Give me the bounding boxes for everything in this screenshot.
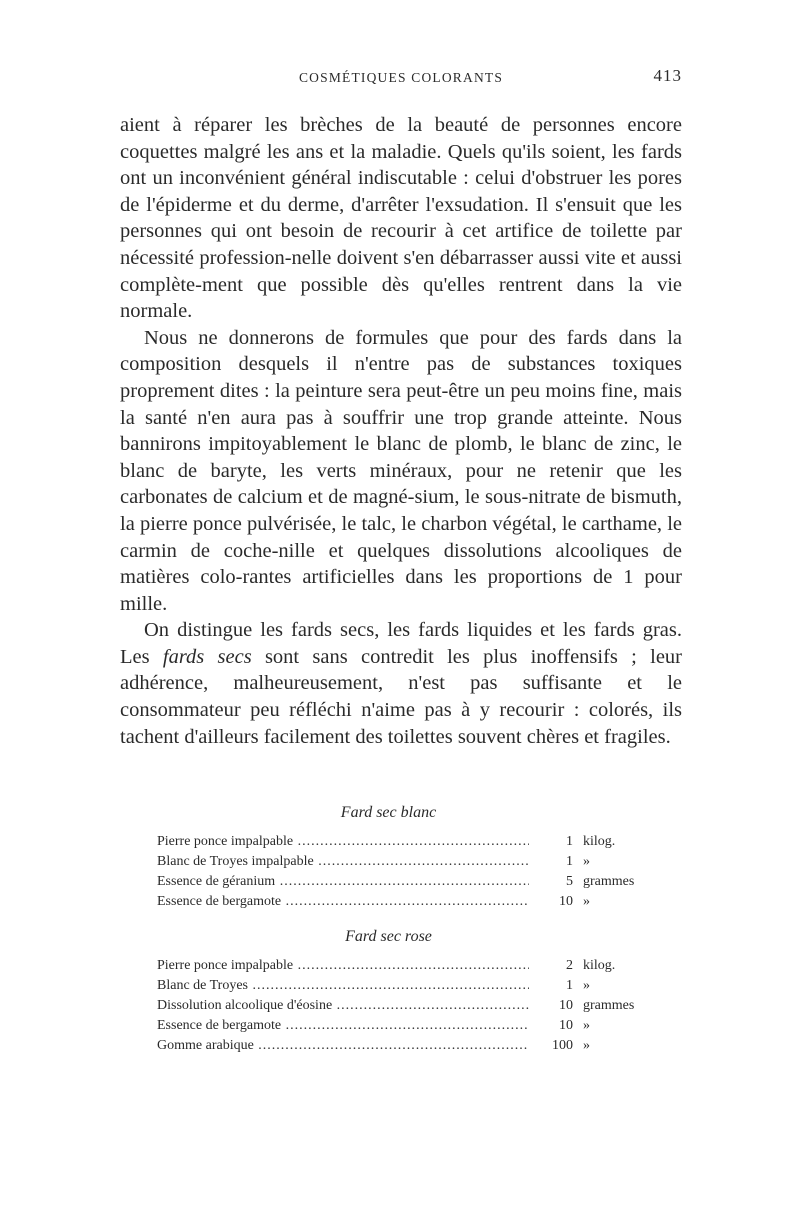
paragraph-2: Nous ne donnerons de formules que pour des fards dans la composition desquels il n'entre pas de substances toxiques proprement dites : la peinture sera peut-être un peu moins fine, mais la santé n'en aura pas à souffrir une trop grande atteinte. Nous bannirons impitoyablement le blanc de plomb, le blanc de zinc, le blanc de baryte, les verts minéraux, pour ne retenir que les carbonates de calcium et de magné-sium, le sous-nitrate de bismuth, la pierre ponce pulvérisée, le talc, le charbon végétal, le carthame, le carmin de coche-nille et quelques dissolutions alcooliques de matières colo-rantes artificielles dans les proportions de 1 pour mille. xyxy=(120,326,682,615)
ingredient-qty: 1 xyxy=(566,854,573,869)
ingredient-name: Essence de bergamote ..... xyxy=(157,1016,529,1036)
ingredient-unit: » xyxy=(583,894,590,909)
ingredient-unit: grammes xyxy=(583,998,635,1013)
ingredient-name: Dissolution alcoolique d'éosine ..... xyxy=(157,996,529,1016)
ingredient-qty: 1 xyxy=(566,834,573,849)
ingredient-unit: » xyxy=(583,1018,590,1033)
ingredient-name: Gomme arabique ..... xyxy=(157,1036,529,1056)
ingredient-name: Blanc de Troyes impalpable ..... xyxy=(157,852,529,872)
ingredient-row xyxy=(157,832,650,852)
ingredient-row xyxy=(157,976,650,996)
ingredient-name: Essence de bergamote ..... xyxy=(157,892,529,912)
ingredient-unit: » xyxy=(583,854,590,869)
recipe-fard-sec-blanc xyxy=(157,804,650,912)
recipe-title: Fard sec blanc xyxy=(340,804,437,821)
ingredient-name: Pierre ponce impalpable ..... xyxy=(157,956,529,976)
ingredient-row xyxy=(157,872,650,892)
ingredient-unit: » xyxy=(583,978,590,993)
ingredient-row xyxy=(157,1016,650,1036)
ingredient-name: Essence de géranium ..... xyxy=(157,872,529,892)
ingredient-unit: kilog. xyxy=(583,958,616,973)
paragraph-1: aient à réparer les brèches de la beauté de personnes encore coquettes malgré les ans et la maladie. Quels qu'ils soient, les fards ont un inconvénient général indiscutable : celui d'obstruer les pores de l'épiderme et du derme, d'arrêter l'exsudation. Il s'ensuit que les personnes qui ont besoin de recourir à cet artifice de toilette par nécessité profession-nelle doivent s'en débarrasser aussi vite et aussi complète-ment que possible dès qu'elles rentrent dans la vie normale. xyxy=(120,114,682,323)
recipe-fard-sec-rose xyxy=(157,928,650,1056)
ingredient-row xyxy=(157,852,650,872)
ingredient-row xyxy=(157,1036,650,1056)
ingredient-qty: 1 xyxy=(566,978,573,993)
ingredient-qty: 10 xyxy=(559,1018,573,1033)
page-number: 413 xyxy=(653,66,682,85)
page-header xyxy=(120,66,682,94)
paragraph-3-start: On distingue les fards secs, les fards liquides et les fards gras. Les xyxy=(120,619,682,668)
paragraph-3-italic: fards secs xyxy=(162,645,252,668)
ingredient-row xyxy=(157,996,650,1016)
ingredient-qty: 2 xyxy=(566,958,573,973)
ingredient-qty: 100 xyxy=(552,1038,573,1053)
ingredient-unit: » xyxy=(583,1038,590,1053)
running-title: COSMÉTIQUES COLORANTS xyxy=(298,70,504,85)
ingredient-qty: 5 xyxy=(566,874,573,889)
ingredient-name: Pierre ponce impalpable ..... xyxy=(157,832,529,852)
paragraph-3 xyxy=(120,617,682,750)
ingredient-unit: grammes xyxy=(583,874,635,889)
body-text xyxy=(120,112,682,750)
ingredient-unit: kilog. xyxy=(583,834,616,849)
ingredient-name: Blanc de Troyes ..... xyxy=(157,976,529,996)
ingredient-qty: 10 xyxy=(559,894,573,909)
paragraph-3-end: sont sans contredit les plus inoffensifs ; leur adhérence, malheureusement, n'est pas suffisante et le consommateur peu réfléchi n'aime pas à y recourir : colorés, ils tachent d'ailleurs facilement des toilettes souvent chères et fragiles. xyxy=(120,645,682,748)
ingredient-row xyxy=(157,956,650,976)
ingredient-row xyxy=(157,892,650,912)
recipe-title: Fard sec rose xyxy=(345,928,432,945)
ingredient-qty: 10 xyxy=(559,998,573,1013)
